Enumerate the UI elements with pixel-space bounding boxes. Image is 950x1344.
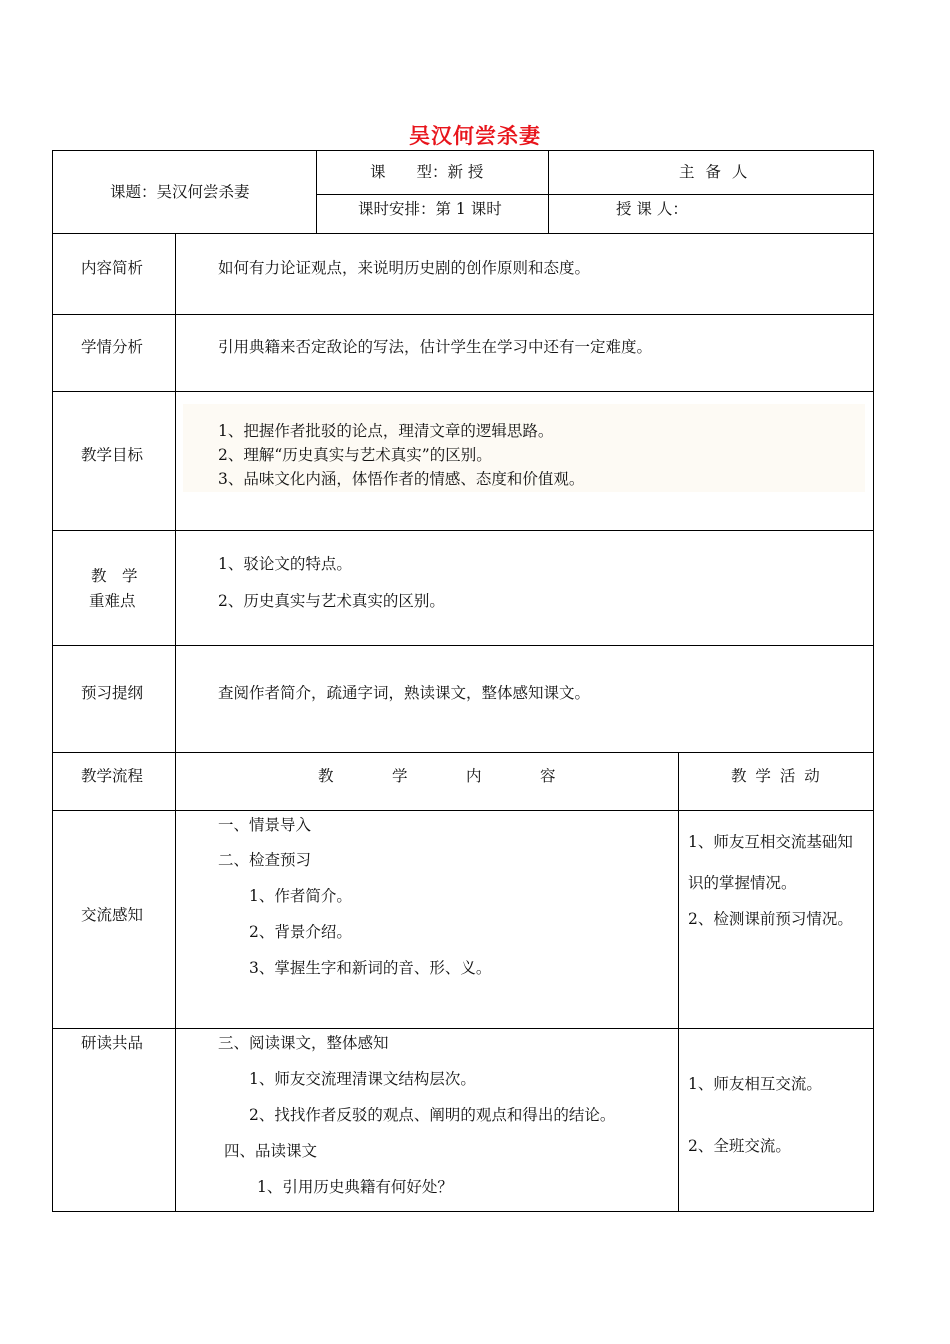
section-content-line: 2、找找作者反驳的观点、阐明的观点和得出的结论。 (249, 1106, 616, 1124)
section-label: 研读共品 (81, 1034, 144, 1052)
content-analysis-text: 如何有力论证观点，来说明历史剧的创作原则和态度。 (218, 259, 591, 277)
section-content-line: 三、阅读课文，整体感知 (218, 1034, 389, 1052)
section-content-line: 1、作者简介。 (249, 887, 352, 905)
section-activity-line: 识的掌握情况。 (688, 874, 797, 892)
key-point-item: 1、驳论文的特点。 (218, 555, 352, 573)
flow-activity-header: 教 学 活 动 (731, 767, 822, 785)
section-content-line: 2、背景介绍。 (249, 923, 352, 941)
section-activity-line: 2、全班交流。 (688, 1137, 791, 1155)
student-analysis-text: 引用典籍来否定敌论的写法，估计学生在学习中还有一定难度。 (218, 338, 653, 356)
section-content-line: 1、引用历史典籍有何好处？ (257, 1178, 453, 1196)
col-divider-activity (678, 752, 679, 1212)
col-divider-header-2 (548, 150, 549, 233)
document-title: 吴汉何尝杀妻 (409, 123, 541, 148)
topic-cell: 课题：吴汉何尝杀妻 (110, 183, 250, 201)
key-points-label-line2: 重难点 (89, 592, 136, 610)
section-content-line: 二、检查预习 (218, 851, 312, 869)
row-divider-header-mid (316, 194, 874, 195)
table-border-left (52, 150, 53, 1212)
section-content-line: 1、师友交流理清课文结构层次。 (249, 1070, 476, 1088)
section-content-line: 四、品读课文 (224, 1142, 318, 1160)
preview-text: 查阅作者简介，疏通字词，熟读课文，整体感知课文。 (218, 684, 591, 702)
table-border-top (52, 150, 874, 151)
objective-item: 1、把握作者批驳的论点，理清文章的逻辑思路。 (218, 422, 554, 440)
section-content-line: 3、掌握生字和新词的音、形、义。 (249, 959, 492, 977)
col-divider-header-1 (316, 150, 317, 233)
section-content-line: 一、情景导入 (218, 816, 312, 834)
objective-item: 2、理解“历史真实与艺术真实”的区别。 (218, 446, 492, 464)
section-activity-line: 2、检测课前预习情况。 (688, 910, 853, 928)
table-border-right (873, 150, 874, 1212)
objective-item: 3、品味文化内涵，体悟作者的情感、态度和价值观。 (218, 470, 585, 488)
section-activity-line: 1、师友互相交流基础知 (688, 833, 853, 851)
lead-preparer-cell: 主 备 人 (679, 163, 751, 181)
section-activity-line: 1、师友相互交流。 (688, 1075, 822, 1093)
teacher-cell: 授 课 人： (616, 200, 688, 218)
student-analysis-label: 学情分析 (81, 338, 144, 356)
key-point-item: 2、历史真实与艺术真实的区别。 (218, 592, 445, 610)
content-analysis-label: 内容简析 (81, 259, 144, 277)
flow-label: 教学流程 (81, 767, 144, 785)
lesson-type-cell: 课 型：新 授 (370, 163, 484, 181)
schedule-cell: 课时安排：第 1 课时 (358, 200, 502, 218)
flow-content-header: 教 学 内 容 (318, 767, 559, 785)
col-divider-label (175, 233, 176, 1212)
key-points-label-line1: 教 学 (91, 567, 138, 585)
preview-label: 预习提纲 (81, 684, 144, 702)
section-label: 交流感知 (81, 906, 144, 924)
objectives-label: 教学目标 (81, 446, 144, 464)
